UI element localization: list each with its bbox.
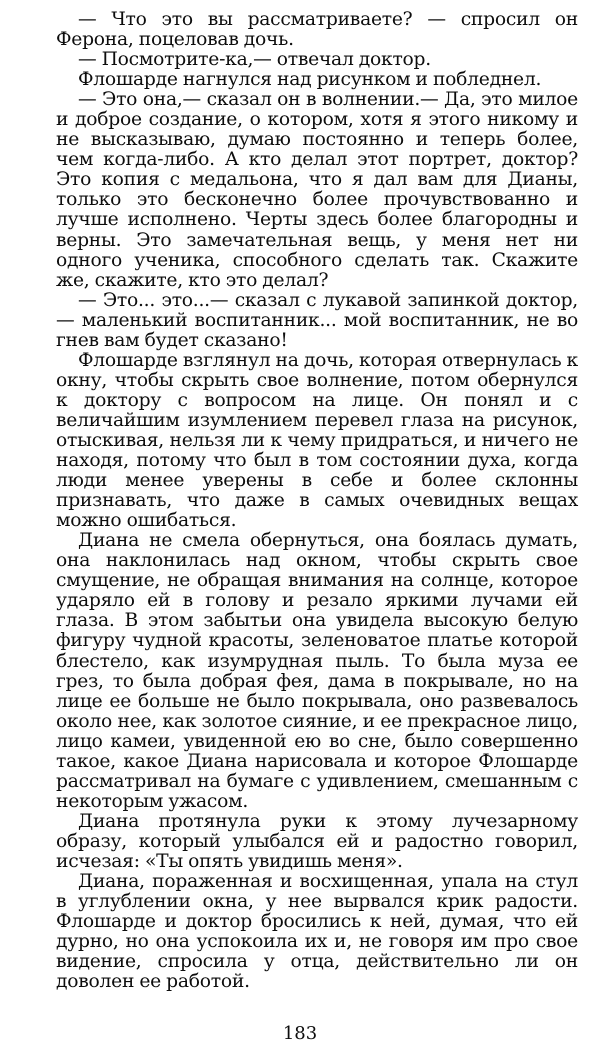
body-text [56, 10, 578, 992]
paragraph: Диана не смела обернуться, она боялась думать, она наклонилась над окном, чтобы скрыть свое смущение, не обращая внимания на солнце, которое ударяло ей в голову и резало яркими лучами ей глаза. В этом забытьи она увидела высокую белую фигуру чудной красоты, зеленоватое платье которой блестело, как изумрудная пыль. То была муза ее грез, то была добрая фея, дама в покрывале, но на лице ее больше не было покрывала, оно развевалось около нее, как золотое сияние, и ее прекрасное лицо, лицо камеи, увиденной ею во сне, было совершенно такое, какое Диана нарисовала и которое Флошарде рассматривал на бумаге с удивлением, смешанным с некоторым ужасом. [56, 530, 578, 812]
paragraph: Флошарде взглянул на дочь, которая отвернулась к окну, чтобы скрыть свое волнение, потом обернулся к доктору с вопросом на лице. Он понял и с величайшим изумлением перевел глаза на рисунок, отыскивая, нельзя ли к чему придраться, и ничего не находя, потому что был в том состоянии духа, когда люди менее уверены в себе и более склонны признавать, что даже в самых очевидных вещах можно ошибаться. [56, 349, 578, 532]
paragraph: Флошарде нагнулся над рисунком и побледнел. [78, 69, 542, 91]
paragraph: — Посмотрите-ка,— отвечал доктор. [78, 49, 431, 71]
paragraph: — Что это вы рассматриваете? — спросил он Ферона, поцеловав дочь. [56, 9, 578, 51]
paragraph: Диана, пораженная и восхищенная, упала на стул в углублении окна, у нее вырвался крик радости. Флошарде и доктор бросились к ней, думая, что ей дурно, но она успокоила их и, не говоря им про свое видение, спросила у отца, действительно ли он доволен ее работой. [56, 871, 578, 993]
paragraph: — Это она,— сказал он в волнении.— Да, это милое и доброе создание, о котором, хотя я этого никому и не высказываю, думаю постоянно и теперь более, чем когда-либо. А кто делал этот портрет, доктор? Это копия с медальона, что я дал вам для Дианы, только это бесконечно более прочувствованно и лучше исполнено. Черты здесь более благородны и верны. Это замечательная вещь, у меня нет ни одного ученика, способного сделать так. Скажите же, скажите, кто это делал? [56, 89, 578, 291]
page-number: 183 [282, 1023, 318, 1044]
paragraph: Диана протянула руки к этому лучезарному образу, который улыбался ей и радостно говорил, исчезая: «Ты опять увидишь меня». [56, 810, 578, 872]
paragraph: — Это... это...— сказал с лукавой запинкой доктор,— маленький воспитанник... мой воспитанник, не во гнев вам будет сказано! [56, 289, 578, 351]
